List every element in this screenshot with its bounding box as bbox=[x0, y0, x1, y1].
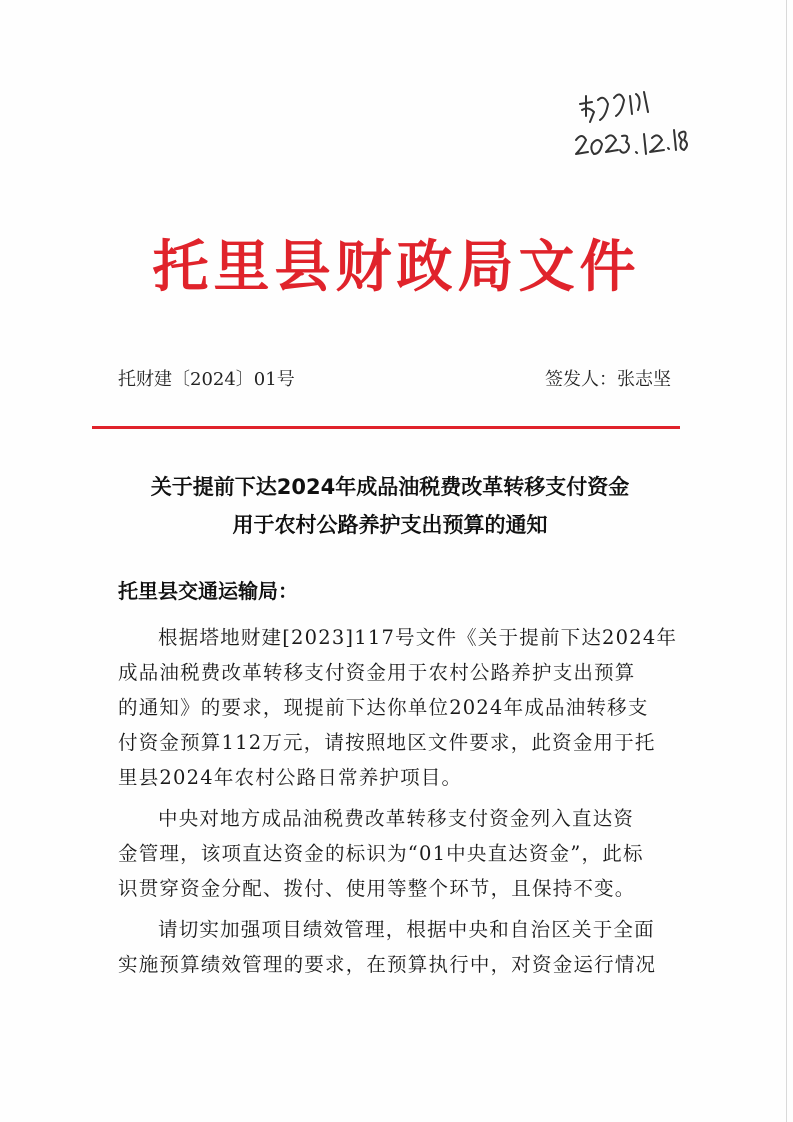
file-header-title: 托里县财政局文件 bbox=[152, 234, 641, 300]
notice-body bbox=[118, 620, 678, 988]
notice-title-line: 用于农村公路养护支出预算的通知 bbox=[232, 513, 548, 537]
document-number: 托财建〔2024〕01号 bbox=[118, 369, 295, 390]
scan-edge-line bbox=[786, 0, 787, 1122]
body-paragraph bbox=[118, 912, 673, 982]
body-line: 金管理，该项直达资金的标识为“01中央直达资金”，此标 bbox=[118, 842, 644, 865]
body-line: 的通知》的要求，现提前下达你单位2024年成品油转移支 bbox=[118, 696, 649, 719]
body-line: 中央对地方成品油税费改革转移支付资金列入直达资 bbox=[158, 807, 635, 830]
body-line: 请切实加强项目绩效管理，根据中央和自治区关于全面 bbox=[158, 918, 655, 941]
notice-title bbox=[90, 468, 690, 544]
header-divider bbox=[92, 426, 680, 429]
body-line: 根据塔地财建[2023]117号文件《关于提前下达2024年 bbox=[158, 626, 678, 649]
body-line: 识贯穿资金分配、拨付、使用等整个环节，且保持不变。 bbox=[118, 877, 636, 900]
salutation: 托里县交通运输局： bbox=[118, 579, 298, 603]
issuer: 签发人：张志坚 bbox=[545, 369, 671, 390]
notice-title-line: 关于提前下达2024年成品油税费改革转移支付资金 bbox=[150, 475, 630, 499]
body-paragraph bbox=[118, 801, 673, 906]
body-paragraph bbox=[118, 620, 678, 795]
body-line: 成品油税费改革转移支付资金用于农村公路养护支出预算 bbox=[118, 661, 636, 684]
body-line: 实施预算绩效管理的要求，在预算执行中，对资金运行情况 bbox=[118, 953, 657, 976]
handwritten-signature bbox=[570, 82, 690, 172]
body-line: 付资金预算112万元，请按照地区文件要求，此资金用于托 bbox=[118, 731, 656, 754]
body-line: 里县2024年农村公路日常养护项目。 bbox=[118, 766, 463, 789]
